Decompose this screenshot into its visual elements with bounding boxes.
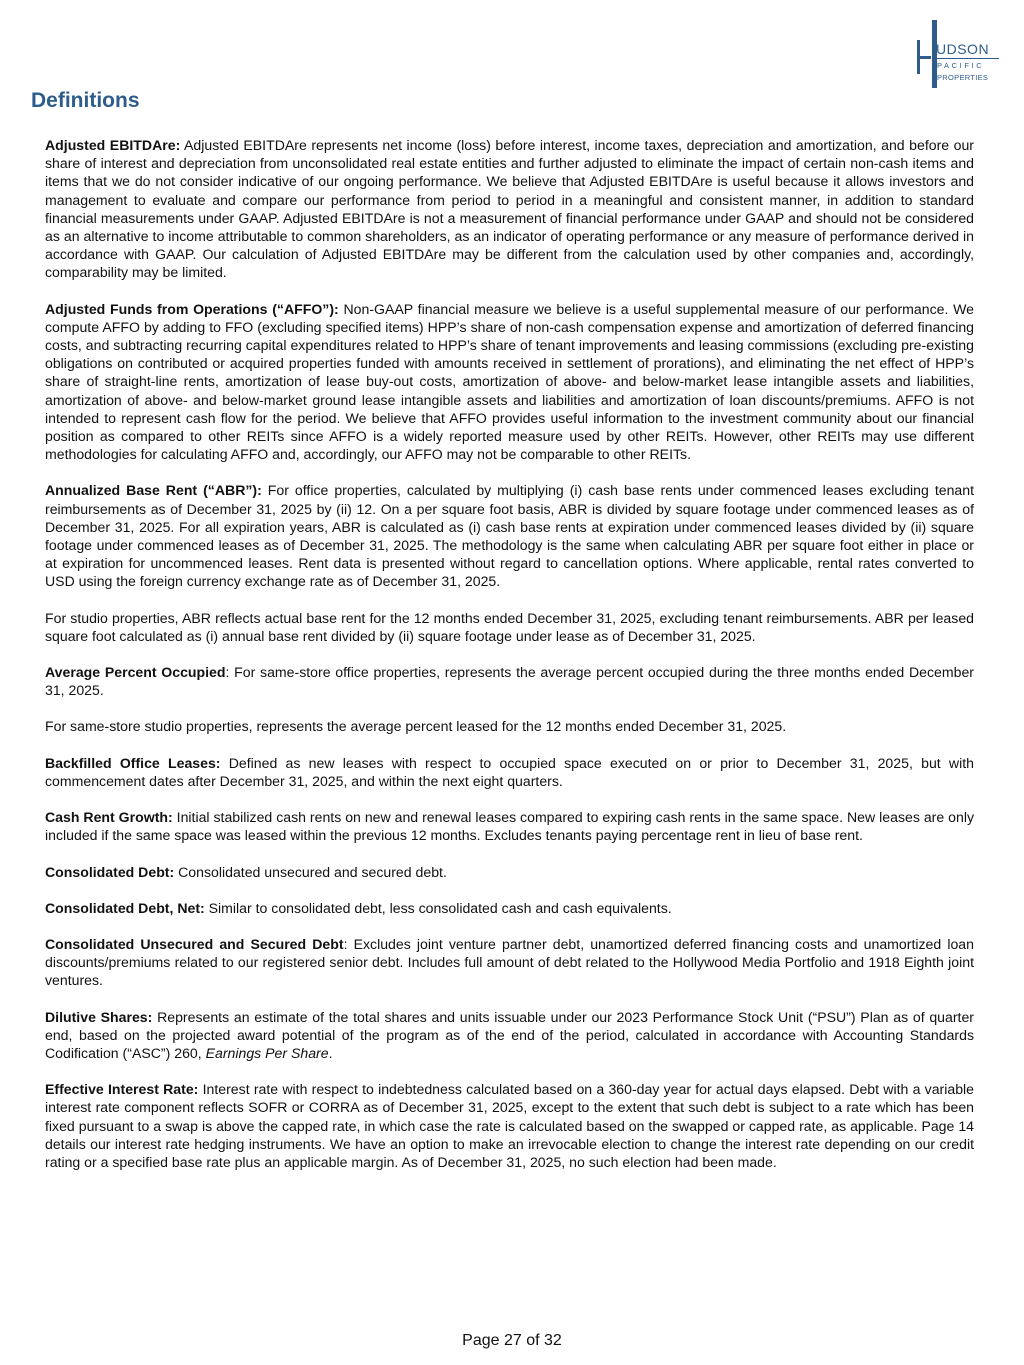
definition-consolidated-debt-net: [45, 899, 974, 917]
definition-dilutive-shares: [45, 1008, 974, 1063]
logo-properties: PROPERTIES: [937, 73, 989, 82]
definition-tail: .: [328, 1044, 333, 1061]
definition-text: Similar to consolidated debt, less consolidated cash and cash equivalents.: [204, 899, 672, 916]
definition-affo: [45, 300, 974, 464]
definition-italic-text: Earnings Per Share: [205, 1044, 329, 1061]
definition-adjusted-ebitdare: [45, 136, 974, 282]
definition-text: Consolidated unsecured and secured debt.: [174, 863, 447, 880]
definition-text: Non-GAAP financial measure we believe is a useful supplemental measure of our performance. We compute AFFO by adding to FFO (excluding specified items) HPP’s share of non-cash compensation expense and amortization of deferred financing costs, and subtracting recurring capital expenditures related to HPP’s share of tenant improvements and leasing commissions (excluding pre-existing obligations on contributed or acquired properties funded with amounts received in settlement of prorations), and eliminating the net effect of HPP’s share of straight-line rents, amortization of lease buy-out costs, amortization of above- and below-market lease intangible assets and liabilities, amortization of above- and below-market ground lease intangible assets and liabilities and amortization of loan discounts/premiums. AFFO is not intended to represent cash flow for the period. We believe that AFFO provides useful information to the investment community about our financial position as compared to other REITs since AFFO is a widely reported measure used by other REITs. However, other REITs may use different methodologies for calculating AFFO and, accordingly, our AFFO may not be comparable to other REITs.: [45, 300, 974, 463]
definition-consolidated-debt: [45, 863, 974, 881]
definition-text: : For same-store office properties, represents the average percent occupied during the three months ended December 31, 2025.: [45, 664, 975, 699]
definition-term: Consolidated Debt:: [45, 863, 175, 880]
definition-text: For same-store studio properties, represents the average percent leased for the 12 months ended December 31, 2025.: [45, 718, 787, 735]
definition-text: Adjusted EBITDAre represents net income (loss) before interest, income taxes, depreciation and amortization, and before our share of interest and depreciation from unconsolidated real estate entities and further adjusted to eliminate the impact of certain non-cash items and items that we do not consider indicative of our ongoing performance. We believe that Adjusted EBITDAre is useful because it allows investors and management to evaluate and compare our performance from period to period in a meaningful and consistent manner, in addition to standard financial measurements under GAAP. Adjusted EBITDAre is not a measurement of financial performance under GAAP and should not be considered as an alternative to income attributable to common shareholders, as an indicator of operating performance or any measure of performance derived in accordance with GAAP. Our calculation of Adjusted EBITDAre may be different from the calculation used by other companies and, accordingly, comparability may be limited.: [45, 137, 974, 281]
definition-average-percent-occupied: [45, 663, 974, 699]
definition-text: Defined as new leases with respect to occupied space executed on or prior to December 31, 2025, but with commencement dates after December 31, 2025, and within the next eight quarters.: [45, 754, 974, 789]
definition-text: Interest rate with respect to indebtedness calculated based on a 360-day year for actual days elapsed. Debt with a variable interest rate component reflects SOFR or CORRA as of December 31, 2025, except to the extent that such debt is subject to a rate which has been fixed pursuant to a swap is above the capped rate, in which case the rate is calculated based on the swapped or capped rate, as applicable. Page 14 details our interest rate hedging instruments. We have an option to make an irrevocable election to change the interest rate depending on our credit rating or a specified base rate plus an applicable margin. As of December 31, 2025, no such election had been made.: [45, 1081, 975, 1170]
definition-consolidated-unsecured-secured-debt: [45, 935, 974, 990]
hudson-pacific-logo: [914, 20, 1004, 90]
definition-term: Effective Interest Rate:: [45, 1081, 199, 1098]
definition-text: Represents an estimate of the total shares and units issuable under our 2023 Performance Stock Unit (“PSU”) Plan as of quarter end, based on the projected award potential of the program as of the end of the period, calculated in accordance with Accounting Standards Codification (“ASC”) 260,: [45, 1008, 974, 1061]
definition-term: Consolidated Unsecured and Secured Debt: [45, 935, 344, 952]
definition-cash-rent-growth: [45, 808, 974, 844]
page-title: Definitions: [31, 89, 140, 112]
definitions-list: [45, 136, 974, 1189]
definition-average-percent-occupied-studio: [45, 717, 974, 735]
definition-term: Dilutive Shares:: [45, 1008, 153, 1025]
definition-term: Average Percent Occupied: [45, 664, 226, 681]
definition-term: Cash Rent Growth:: [45, 809, 173, 826]
definition-text: For studio properties, ABR reflects actual base rent for the 12 months ended December 31, 2025, excluding tenant reimbursements. ABR per leased square foot calculated as (i) annual base rent divided by (ii) square footage under lease as of December 31, 2025.: [45, 609, 974, 644]
logo-divider: [937, 58, 999, 59]
logo-h-crossbar: [917, 56, 931, 59]
definition-term: Adjusted EBITDAre:: [45, 137, 181, 153]
definition-text: For office properties, calculated by multiplying (i) cash base rents under commenced leases excluding tenant reimbursements as of December 31, 2025 by (ii) 12. On a per square foot basis, ABR is divided by square footage under commenced leases as of December 31, 2025. For all expiration years, ABR is calculated as (i) cash base rents at expiration under commenced leases divided by (ii) square footage under commenced leases as of December 31, 2025. The methodology is the same when calculating ABR per square foot either in place or at expiration for uncommenced leases. Rent data is presented without regard to cancellation options. Where applicable, rental rates converted to USD using the foreign currency exchange rate as of December 31, 2025.: [45, 482, 975, 590]
definition-term: Consolidated Debt, Net:: [45, 899, 205, 916]
logo-pacific: PACIFIC: [937, 61, 985, 70]
definition-abr-studio: [45, 609, 974, 645]
definition-term: Annualized Base Rent (“ABR”):: [45, 482, 262, 499]
definition-abr: [45, 481, 974, 590]
definition-effective-interest-rate: [45, 1080, 974, 1171]
page-number: Page 27 of 32: [462, 1332, 562, 1349]
definition-text: : Excludes joint venture partner debt, unamortized deferred financing costs and unamortized loan discounts/premiums related to our registered senior debt. Includes full amount of debt related to the Hollywood Media Portfolio and 1918 Eighth joint ventures.: [45, 935, 974, 989]
definition-term: Adjusted Funds from Operations (“AFFO”):: [45, 300, 339, 317]
definition-backfilled-office-leases: [45, 754, 974, 790]
definition-term: Backfilled Office Leases:: [45, 754, 221, 771]
definition-text: Initial stabilized cash rents on new and renewal leases compared to expiring cash rents in the same space. New leases are only included if the same space was leased within the previous 12 months. Excludes tenants paying percentage rent in lieu of base rent.: [45, 809, 975, 844]
logo-wordmark: UDSON: [936, 41, 990, 57]
